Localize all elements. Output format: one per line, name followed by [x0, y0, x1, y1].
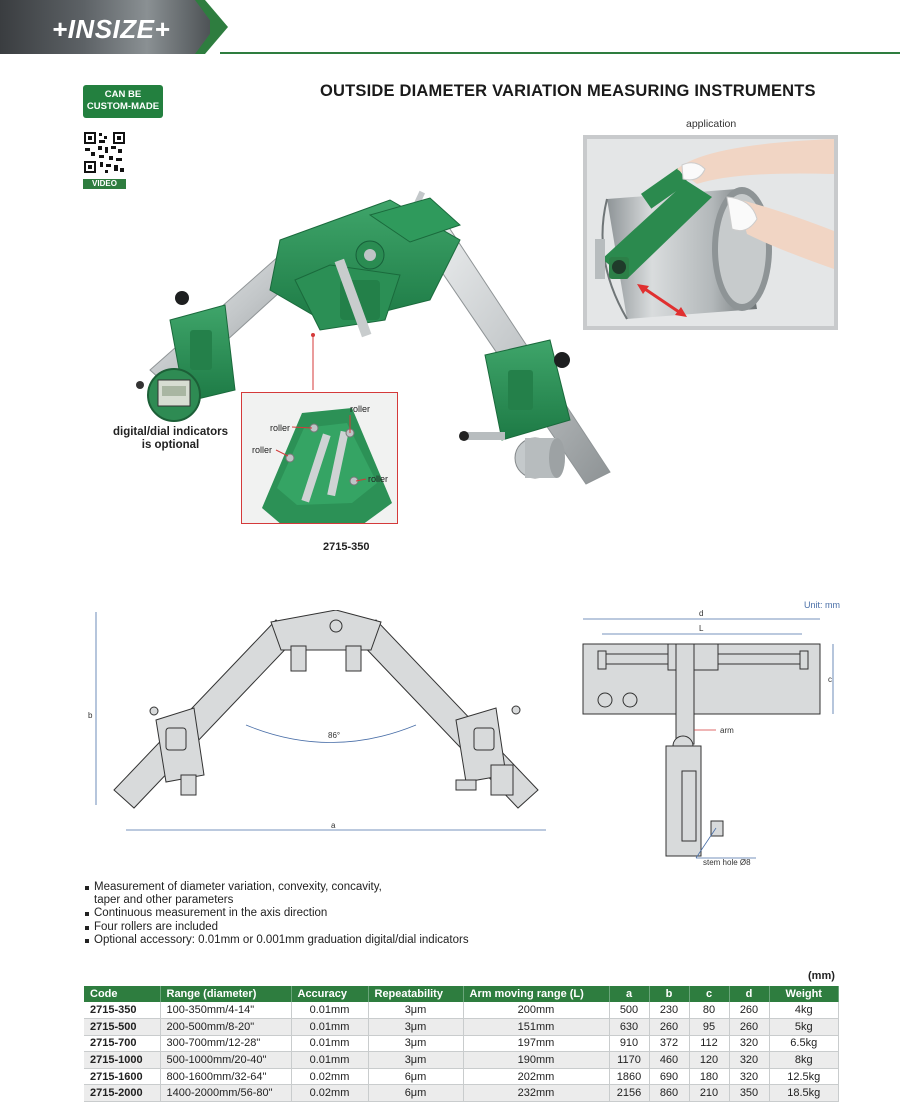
cell-range: 200-500mm/8-20" — [160, 1019, 291, 1036]
roller-detail-illustration — [242, 393, 398, 524]
front-view-drawing — [86, 610, 566, 840]
cell-b: 260 — [649, 1019, 689, 1036]
cell-code: 2715-2000 — [84, 1085, 160, 1102]
cell-range: 100-350mm/4-14" — [160, 1002, 291, 1019]
col-c: c — [689, 986, 729, 1002]
cell-a: 2156 — [609, 1085, 649, 1102]
unit-note: Unit: mm — [804, 600, 840, 610]
header-rule — [220, 52, 900, 54]
cell-d: 260 — [729, 1019, 769, 1036]
cell-repeatability: 3μm — [368, 1002, 463, 1019]
qr-code-icon — [83, 131, 126, 174]
arm-label: arm — [720, 726, 734, 735]
dim-b-label: b — [88, 711, 93, 720]
cell-weight: 5kg — [769, 1019, 839, 1036]
cell-a: 910 — [609, 1035, 649, 1052]
cell-d: 320 — [729, 1068, 769, 1085]
feature-item: Measurement of diameter variation, convexity, concavity, — [85, 881, 469, 894]
cell-a: 630 — [609, 1019, 649, 1036]
cell-weight: 18.5kg — [769, 1085, 839, 1102]
col-d: d — [729, 986, 769, 1002]
cell-b: 460 — [649, 1052, 689, 1069]
brand-logo: +INSIZE+ — [52, 14, 171, 44]
qr-video-label: VIDEO — [83, 179, 126, 189]
col-weight: Weight — [769, 986, 839, 1002]
cell-d: 320 — [729, 1035, 769, 1052]
dim-L-label: L — [699, 624, 704, 633]
dim-c-label: c — [828, 675, 832, 684]
col-accuracy: Accuracy — [291, 986, 368, 1002]
badge-line-1: CAN BE — [104, 89, 142, 100]
col-repeatability: Repeatability — [368, 986, 463, 1002]
cell-range: 1400-2000mm/56-80" — [160, 1085, 291, 1102]
cell-a: 1860 — [609, 1068, 649, 1085]
cell-weight: 4kg — [769, 1002, 839, 1019]
custom-made-badge — [83, 85, 163, 118]
col-arm-range: Arm moving range (L) — [463, 986, 609, 1002]
cell-weight: 12.5kg — [769, 1068, 839, 1085]
model-number-label: 2715-350 — [323, 541, 370, 553]
cell-accuracy: 0.02mm — [291, 1085, 368, 1102]
cell-c: 95 — [689, 1019, 729, 1036]
inset-label-roller-1: roller — [270, 423, 291, 433]
cell-b: 860 — [649, 1085, 689, 1102]
roller-detail-inset — [241, 392, 398, 524]
cell-code: 2715-500 — [84, 1019, 160, 1036]
cell-accuracy: 0.02mm — [291, 1068, 368, 1085]
feature-item: Four rollers are included — [85, 921, 469, 934]
cell-accuracy: 0.01mm — [291, 1035, 368, 1052]
badge-line-2: CUSTOM-MADE — [86, 101, 160, 112]
cell-repeatability: 3μm — [368, 1035, 463, 1052]
cell-range: 500-1000mm/20-40" — [160, 1052, 291, 1069]
inset-label-roller-4: roller — [368, 474, 389, 484]
cell-d: 260 — [729, 1002, 769, 1019]
feature-list — [85, 881, 469, 947]
dim-a-label: a — [331, 821, 336, 830]
cell-arm-range: 151mm — [463, 1019, 609, 1036]
cell-code: 2715-1600 — [84, 1068, 160, 1085]
indicator-optional-note: digital/dial indicators is optional — [112, 426, 229, 451]
cell-d: 320 — [729, 1052, 769, 1069]
stem-hole-label: stem hole Ø8 — [703, 858, 751, 867]
cell-weight: 8kg — [769, 1052, 839, 1069]
cell-b: 690 — [649, 1068, 689, 1085]
table-row — [84, 1068, 839, 1085]
feature-item: Continuous measurement in the axis direction — [85, 907, 469, 920]
spec-table-header-row — [84, 986, 839, 1002]
table-row — [84, 1019, 839, 1036]
cell-a: 500 — [609, 1002, 649, 1019]
side-view-drawing — [578, 596, 843, 871]
table-row — [84, 1035, 839, 1052]
cell-c: 112 — [689, 1035, 729, 1052]
col-b: b — [649, 986, 689, 1002]
col-a: a — [609, 986, 649, 1002]
cell-c: 210 — [689, 1085, 729, 1102]
brand-text: INSIZE — [67, 14, 155, 44]
inset-label-roller-3: roller — [252, 445, 273, 455]
col-code: Code — [84, 986, 160, 1002]
cell-arm-range: 197mm — [463, 1035, 609, 1052]
table-unit-label: (mm) — [808, 970, 835, 982]
cell-repeatability: 6μm — [368, 1085, 463, 1102]
spec-table — [84, 986, 839, 1102]
cell-b: 372 — [649, 1035, 689, 1052]
cell-accuracy: 0.01mm — [291, 1002, 368, 1019]
page-title: OUTSIDE DIAMETER VARIATION MEASURING INSTRUMENTS — [320, 82, 816, 100]
table-row — [84, 1002, 839, 1019]
cell-range: 800-1600mm/32-64" — [160, 1068, 291, 1085]
col-range: Range (diameter) — [160, 986, 291, 1002]
cell-code: 2715-1000 — [84, 1052, 160, 1069]
cell-repeatability: 3μm — [368, 1052, 463, 1069]
feature-item-continued: taper and other parameters — [94, 894, 234, 907]
cell-accuracy: 0.01mm — [291, 1052, 368, 1069]
inset-label-roller-2: roller — [350, 404, 371, 414]
cell-arm-range: 190mm — [463, 1052, 609, 1069]
dim-d-label: d — [699, 609, 704, 618]
cell-d: 350 — [729, 1085, 769, 1102]
qr-video-link[interactable] — [83, 131, 126, 188]
cell-b: 230 — [649, 1002, 689, 1019]
cell-accuracy: 0.01mm — [291, 1019, 368, 1036]
cell-arm-range: 232mm — [463, 1085, 609, 1102]
cell-repeatability: 6μm — [368, 1068, 463, 1085]
feature-item: Optional accessory: 0.01mm or 0.001mm graduation digital/dial indicators — [85, 934, 469, 947]
table-row — [84, 1085, 839, 1102]
application-caption: application — [686, 118, 737, 130]
cell-repeatability: 3μm — [368, 1019, 463, 1036]
cell-a: 1170 — [609, 1052, 649, 1069]
cell-arm-range: 200mm — [463, 1002, 609, 1019]
cell-weight: 6.5kg — [769, 1035, 839, 1052]
cell-code: 2715-350 — [84, 1002, 160, 1019]
cell-code: 2715-700 — [84, 1035, 160, 1052]
cell-c: 180 — [689, 1068, 729, 1085]
cell-arm-range: 202mm — [463, 1068, 609, 1085]
angle-label: 86° — [328, 731, 341, 740]
cell-c: 120 — [689, 1052, 729, 1069]
header-bar — [0, 0, 900, 56]
cell-c: 80 — [689, 1002, 729, 1019]
cell-range: 300-700mm/12-28" — [160, 1035, 291, 1052]
table-row — [84, 1052, 839, 1069]
